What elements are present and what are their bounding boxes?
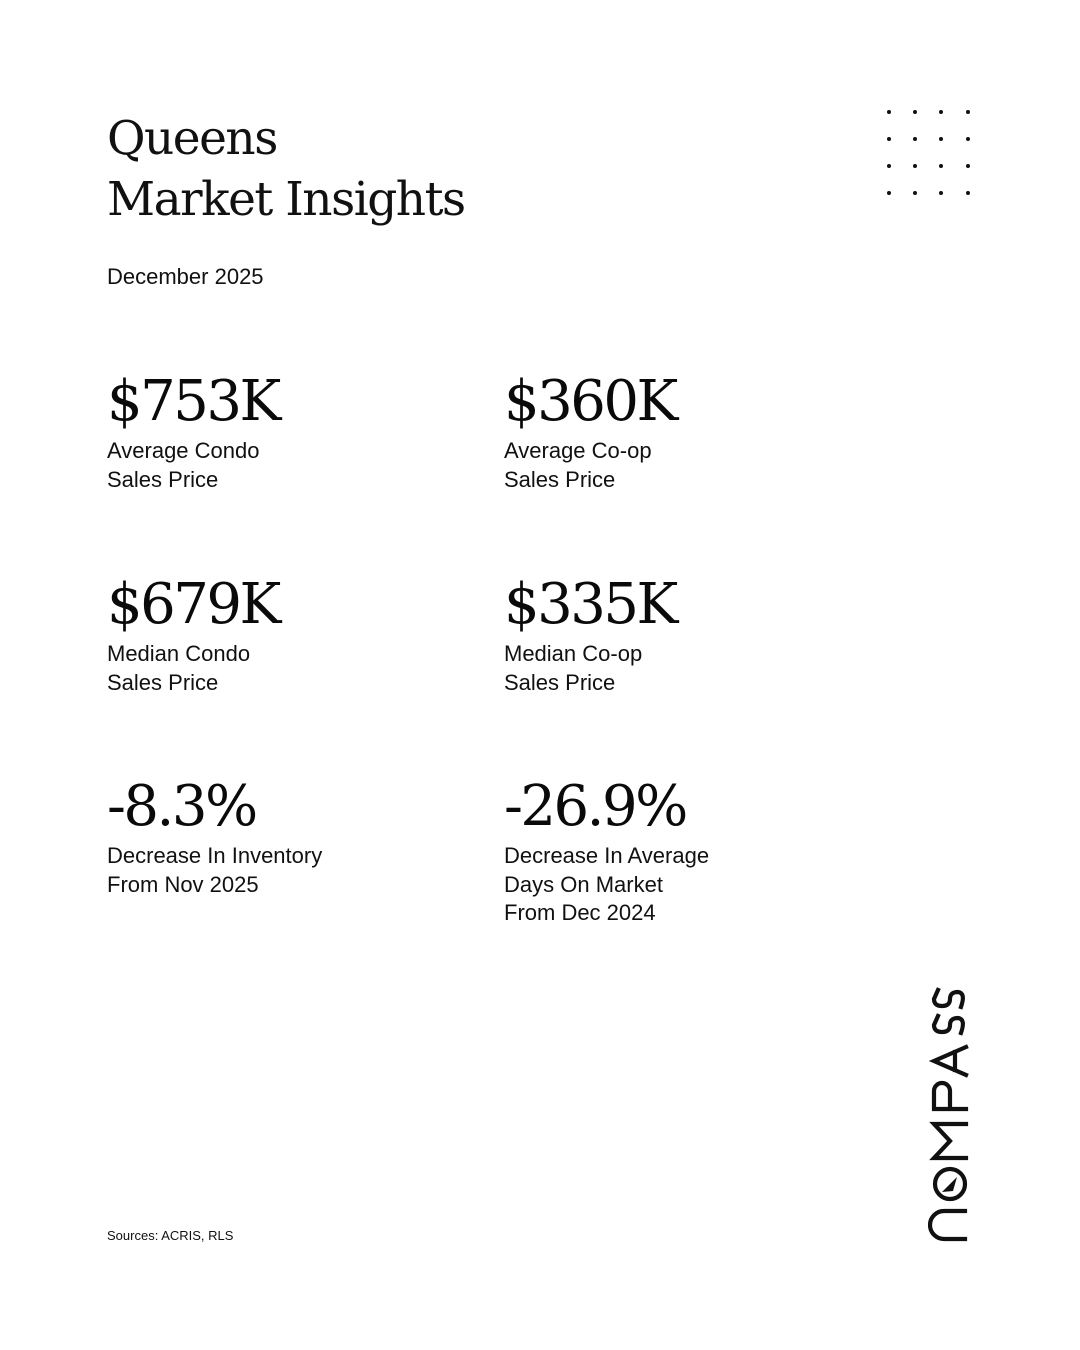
stat-label-line: Sales Price (504, 466, 616, 492)
compass-logo (928, 985, 972, 1247)
stat-median-coop-price (504, 574, 864, 697)
stat-label-line: From Nov 2025 (107, 871, 259, 897)
stat-value: -8.3% (107, 774, 256, 839)
stat-average-condo-price (107, 371, 467, 494)
stat-average-coop-price (504, 371, 864, 494)
stat-label-line: Sales Price (504, 669, 616, 695)
stat-label-line: Median Condo (107, 641, 251, 666)
stat-value: -26.9% (504, 774, 686, 839)
stat-value: $753K (107, 369, 279, 434)
stat-label (504, 437, 864, 494)
stat-value: $679K (107, 572, 279, 637)
stat-label-line: Sales Price (107, 669, 219, 695)
stat-label (107, 437, 467, 494)
stat-value: $335K (504, 572, 676, 637)
stat-label (107, 640, 467, 697)
stat-label-line: Sales Price (107, 466, 219, 492)
stat-label-line: Decrease In Inventory (107, 843, 323, 868)
stat-label-line: Median Co-op (504, 641, 643, 666)
stat-label-line: Decrease In Average (504, 843, 710, 868)
stat-label (504, 842, 864, 928)
page-title (107, 108, 465, 230)
stat-label-line: Average Condo (107, 438, 260, 463)
stat-label (107, 842, 467, 899)
stat-value: $360K (504, 369, 676, 434)
stat-label (504, 640, 864, 697)
report-date: December 2025 (107, 264, 264, 289)
stat-median-condo-price (107, 574, 467, 697)
title-line-1: Queens (107, 111, 277, 166)
sources-note: Sources: ACRIS, RLS (107, 1228, 234, 1243)
stat-inventory-change (107, 776, 467, 899)
stat-label-line: Days On Market (504, 871, 663, 897)
stat-label-line: Average Co-op (504, 438, 652, 463)
stat-label-line: From Dec 2024 (504, 900, 656, 925)
dot-grid-icon (881, 104, 981, 204)
title-line-2: Market Insights (107, 172, 465, 227)
stat-days-on-market-change (504, 776, 864, 928)
